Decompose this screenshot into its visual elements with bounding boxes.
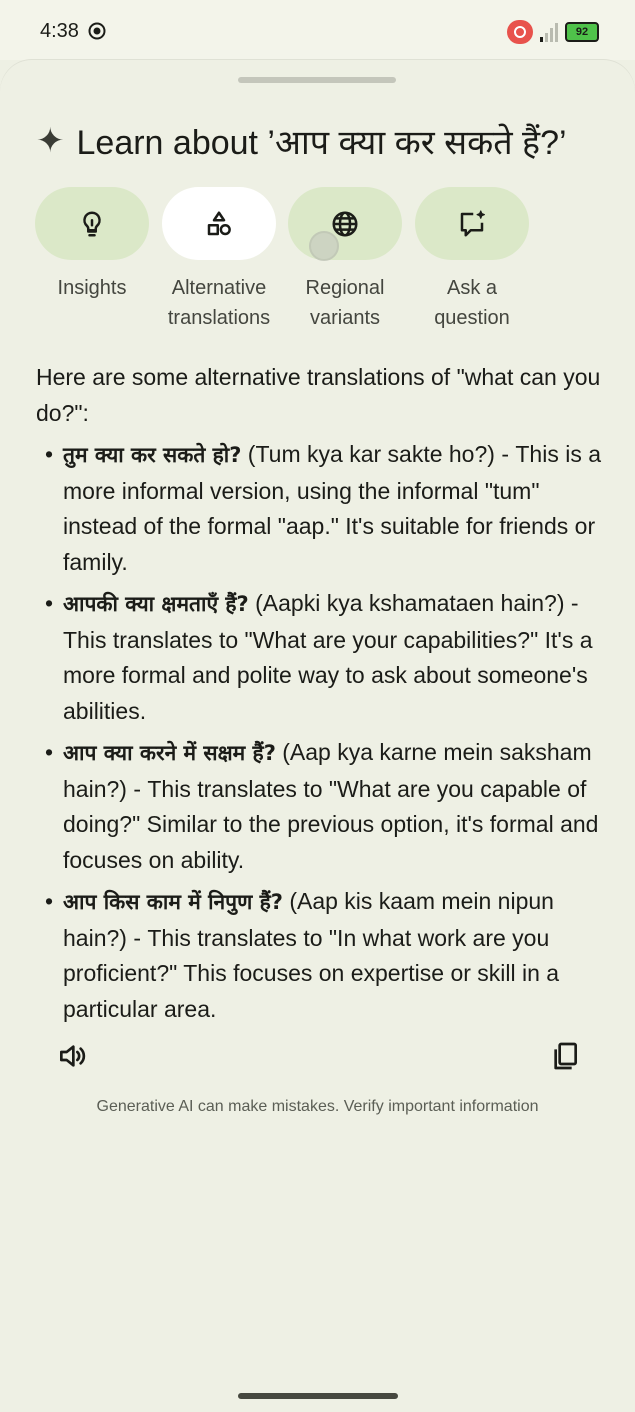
- speaker-icon[interactable]: [56, 1040, 88, 1072]
- translation-explanation: (Aapki kya kshamataen hain?) - This translates to "What are your capabilities?" It's a more formal and polite way to ask about someone's abilities.: [63, 590, 593, 724]
- translation-term: आप किस काम में निपुण हैं?: [63, 890, 283, 914]
- alternative-translations-chip[interactable]: [162, 187, 276, 260]
- insights-chip-label: Insights: [57, 277, 127, 299]
- signal-icon: [539, 21, 559, 43]
- shapes-icon: [204, 209, 234, 239]
- screen-record-icon: [88, 22, 106, 40]
- translation-explanation: (Tum kya kar sakte ho?) - This is a more informal version, using the informal "tum" instead of the formal "aap." It's suitable for friends or family.: [63, 441, 601, 575]
- touch-ripple: [309, 231, 339, 261]
- list-item: [36, 884, 601, 1027]
- gesture-nav-bar[interactable]: [238, 1393, 398, 1399]
- regional-variants-chip[interactable]: [288, 187, 402, 260]
- insights-chip[interactable]: [35, 187, 149, 260]
- status-time: 4:38: [40, 20, 79, 42]
- translation-list: [36, 437, 601, 1027]
- ask-question-chip[interactable]: [415, 187, 529, 260]
- recording-indicator-icon: [507, 20, 533, 44]
- sheet-header: [36, 118, 567, 164]
- copy-icon[interactable]: [549, 1040, 581, 1072]
- ai-disclaimer: Generative AI can make mistakes. Verify important information: [96, 1098, 539, 1115]
- battery-icon: [565, 22, 599, 42]
- list-item: [36, 586, 601, 729]
- translation-explanation: (Aap kya karne mein saksham hain?) - This translates to "What are you capable of doing?" Similar to the previous option, it's formal and focuses on ability.: [63, 739, 599, 873]
- status-bar: [0, 0, 635, 60]
- response-intro: Here are some alternative translations of "what can you do?":: [36, 364, 601, 426]
- list-item: [36, 437, 601, 580]
- sheet-title: Learn about ’आप क्या कर सकते हैं?’: [76, 124, 567, 162]
- sparkle-icon: ✦: [36, 121, 65, 161]
- globe-icon: [330, 209, 360, 239]
- translation-explanation: (Aap kis kaam mein nipun hain?) - This translates to "In what work are you proficient?" This focuses on expertise or skill in a particular area.: [63, 888, 560, 1022]
- regional-variants-chip-label: Regional variants: [305, 277, 385, 329]
- lightbulb-icon: [77, 209, 107, 239]
- response-actions: [0, 1040, 635, 1084]
- drag-handle[interactable]: [238, 77, 396, 83]
- list-item: [36, 735, 601, 878]
- translation-term: आपकी क्या क्षमताएँ हैं?: [63, 592, 249, 616]
- battery-level: 92: [575, 26, 589, 38]
- translation-term: तुम क्या कर सकते हो?: [63, 443, 242, 467]
- ask-question-chip-label: Ask a question: [434, 277, 510, 329]
- alternative-translations-chip-label: Alternative translations: [167, 277, 271, 329]
- ask-chat-icon: [457, 209, 487, 239]
- response-content: [36, 360, 601, 1033]
- translation-term: आप क्या करने में सक्षम हैं?: [63, 741, 276, 765]
